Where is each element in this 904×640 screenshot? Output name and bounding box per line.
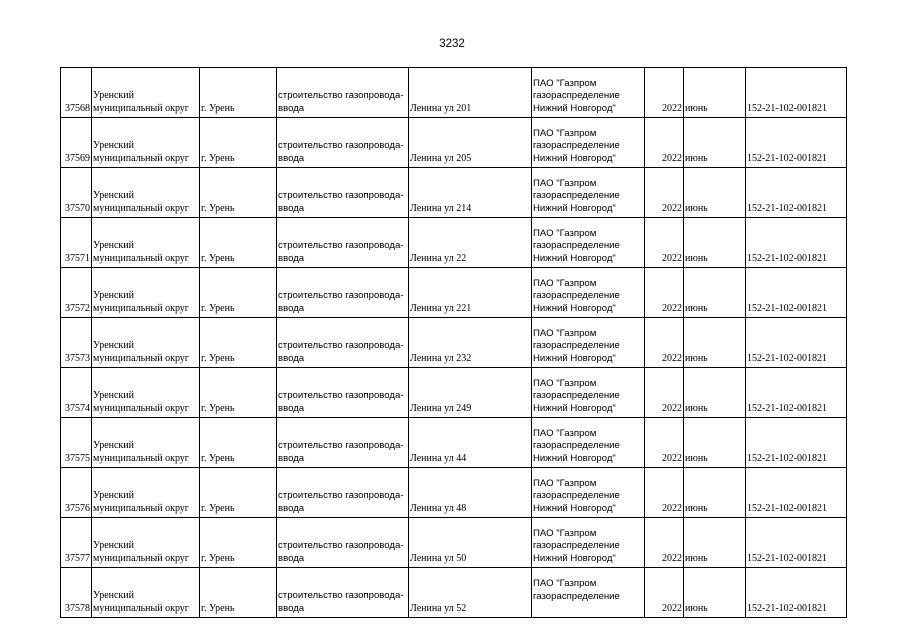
- organization-cell: [532, 368, 645, 418]
- month-cell: июнь: [684, 518, 746, 568]
- district-cell: [92, 418, 200, 468]
- table-row: [61, 118, 847, 168]
- month-cell: июнь: [684, 218, 746, 268]
- work-type-cell: [277, 168, 409, 218]
- year-cell: 2022: [645, 268, 684, 318]
- code-cell: 152-21-102-001821: [746, 168, 847, 218]
- year-cell: 2022: [645, 518, 684, 568]
- row-number-cell: 37573: [61, 318, 92, 368]
- row-number-cell: 37569: [61, 118, 92, 168]
- district-cell: [92, 518, 200, 568]
- work-type-line: строительство газопровода-: [278, 240, 404, 251]
- organization-cell: [532, 468, 645, 518]
- year-cell: 2022: [645, 68, 684, 118]
- code-cell: 152-21-102-001821: [746, 318, 847, 368]
- organization-cell: [532, 318, 645, 368]
- organization-line: Нижний Новгород": [533, 252, 616, 264]
- address-cell: Ленина ул 205: [409, 118, 532, 168]
- district-cell: [92, 568, 200, 618]
- district-line: Уренский: [93, 390, 134, 401]
- year-cell: 2022: [645, 568, 684, 618]
- district-line: муниципальный округ: [93, 602, 189, 614]
- organization-line: газораспределение: [533, 190, 620, 201]
- row-number-cell: 37574: [61, 368, 92, 418]
- gasification-table: [60, 67, 847, 618]
- district-line: Уренский: [93, 340, 134, 351]
- district-line: Уренский: [93, 540, 134, 551]
- row-number-cell: 37572: [61, 268, 92, 318]
- district-cell: [92, 118, 200, 168]
- district-line: муниципальный округ: [93, 502, 189, 514]
- month-cell: июнь: [684, 318, 746, 368]
- organization-cell: [532, 118, 645, 168]
- organization-line: Нижний Новгород": [533, 552, 616, 564]
- district-line: муниципальный округ: [93, 202, 189, 214]
- work-type-line: ввода: [278, 202, 305, 214]
- row-number-cell: 37578: [61, 568, 92, 618]
- work-type-cell: [277, 68, 409, 118]
- organization-line: ПАО "Газпром: [533, 377, 597, 389]
- work-type-cell: [277, 118, 409, 168]
- organization-line: Нижний Новгород": [533, 302, 616, 314]
- address-cell: Ленина ул 52: [409, 568, 532, 618]
- work-type-line: строительство газопровода-: [278, 190, 404, 201]
- work-type-line: строительство газопровода-: [278, 540, 404, 551]
- code-cell: 152-21-102-001821: [746, 68, 847, 118]
- district-line: Уренский: [93, 590, 134, 601]
- organization-line: газораспределение: [533, 590, 620, 602]
- district-line: муниципальный округ: [93, 402, 189, 414]
- city-cell: г. Урень: [200, 118, 277, 168]
- row-number-cell: 37575: [61, 418, 92, 468]
- work-type-cell: [277, 568, 409, 618]
- work-type-line: строительство газопровода-: [278, 90, 404, 101]
- work-type-cell: [277, 218, 409, 268]
- month-cell: июнь: [684, 68, 746, 118]
- address-cell: Ленина ул 50: [409, 518, 532, 568]
- city-cell: г. Урень: [200, 268, 277, 318]
- organization-cell: [532, 68, 645, 118]
- work-type-line: строительство газопровода-: [278, 490, 404, 501]
- code-cell: 152-21-102-001821: [746, 468, 847, 518]
- organization-line: ПАО "Газпром: [533, 427, 597, 439]
- district-cell: [92, 268, 200, 318]
- row-number-cell: 37576: [61, 468, 92, 518]
- district-cell: [92, 168, 200, 218]
- month-cell: июнь: [684, 568, 746, 618]
- table-row: [61, 168, 847, 218]
- organization-cell: [532, 418, 645, 468]
- district-line: муниципальный округ: [93, 302, 189, 314]
- organization-line: Нижний Новгород": [533, 452, 616, 464]
- table-row: [61, 468, 847, 518]
- year-cell: 2022: [645, 218, 684, 268]
- district-cell: [92, 318, 200, 368]
- organization-cell: [532, 268, 645, 318]
- organization-line: ПАО "Газпром: [533, 177, 597, 189]
- city-cell: г. Урень: [200, 218, 277, 268]
- work-type-line: ввода: [278, 302, 305, 314]
- table-row: [61, 318, 847, 368]
- organization-line: Нижний Новгород": [533, 202, 616, 214]
- organization-line: ПАО "Газпром: [533, 227, 597, 239]
- district-line: Уренский: [93, 440, 134, 451]
- organization-cell: [532, 218, 645, 268]
- year-cell: 2022: [645, 168, 684, 218]
- district-line: Уренский: [93, 140, 134, 151]
- organization-line: Нижний Новгород": [533, 352, 616, 364]
- year-cell: 2022: [645, 468, 684, 518]
- organization-line: ПАО "Газпром: [533, 578, 597, 589]
- address-cell: Ленина ул 232: [409, 318, 532, 368]
- address-cell: Ленина ул 201: [409, 68, 532, 118]
- work-type-cell: [277, 418, 409, 468]
- work-type-cell: [277, 268, 409, 318]
- organization-line: газораспределение: [533, 140, 620, 151]
- work-type-line: ввода: [278, 252, 305, 264]
- organization-line: газораспределение: [533, 240, 620, 251]
- district-cell: [92, 368, 200, 418]
- city-cell: г. Урень: [200, 418, 277, 468]
- organization-line: Нижний Новгород": [533, 402, 616, 414]
- organization-line: ПАО "Газпром: [533, 127, 597, 139]
- district-line: Уренский: [93, 290, 134, 301]
- organization-line: газораспределение: [533, 390, 620, 401]
- organization-line: газораспределение: [533, 490, 620, 501]
- district-cell: [92, 468, 200, 518]
- city-cell: г. Урень: [200, 68, 277, 118]
- city-cell: г. Урень: [200, 168, 277, 218]
- work-type-cell: [277, 368, 409, 418]
- work-type-cell: [277, 518, 409, 568]
- table-body: [61, 68, 847, 618]
- organization-line: ПАО "Газпром: [533, 327, 597, 339]
- month-cell: июнь: [684, 368, 746, 418]
- work-type-line: ввода: [278, 402, 305, 414]
- organization-line: газораспределение: [533, 540, 620, 551]
- work-type-line: строительство газопровода-: [278, 390, 404, 401]
- organization-line: газораспределение: [533, 290, 620, 301]
- table-row: [61, 218, 847, 268]
- row-number-cell: 37570: [61, 168, 92, 218]
- code-cell: 152-21-102-001821: [746, 218, 847, 268]
- code-cell: 152-21-102-001821: [746, 568, 847, 618]
- month-cell: июнь: [684, 468, 746, 518]
- address-cell: Ленина ул 214: [409, 168, 532, 218]
- organization-cell: [532, 568, 645, 618]
- organization-line: Нижний Новгород": [533, 502, 616, 514]
- month-cell: июнь: [684, 118, 746, 168]
- work-type-cell: [277, 318, 409, 368]
- code-cell: 152-21-102-001821: [746, 368, 847, 418]
- city-cell: г. Урень: [200, 468, 277, 518]
- work-type-line: ввода: [278, 102, 305, 114]
- work-type-line: ввода: [278, 602, 305, 614]
- district-line: муниципальный округ: [93, 352, 189, 364]
- city-cell: г. Урень: [200, 568, 277, 618]
- table-row: [61, 568, 847, 618]
- district-line: муниципальный округ: [93, 152, 189, 164]
- year-cell: 2022: [645, 118, 684, 168]
- code-cell: 152-21-102-001821: [746, 518, 847, 568]
- work-type-line: ввода: [278, 452, 305, 464]
- table-row: [61, 268, 847, 318]
- month-cell: июнь: [684, 168, 746, 218]
- code-cell: 152-21-102-001821: [746, 418, 847, 468]
- year-cell: 2022: [645, 368, 684, 418]
- row-number-cell: 37571: [61, 218, 92, 268]
- month-cell: июнь: [684, 268, 746, 318]
- page-number: 3232: [439, 38, 465, 50]
- code-cell: 152-21-102-001821: [746, 118, 847, 168]
- month-cell: июнь: [684, 418, 746, 468]
- work-type-line: строительство газопровода-: [278, 340, 404, 351]
- organization-cell: [532, 168, 645, 218]
- organization-line: ПАО "Газпром: [533, 527, 597, 539]
- work-type-line: ввода: [278, 552, 305, 564]
- organization-line: ПАО "Газпром: [533, 77, 597, 89]
- district-line: муниципальный округ: [93, 452, 189, 464]
- organization-line: Нижний Новгород": [533, 152, 616, 164]
- district-line: Уренский: [93, 240, 134, 251]
- work-type-line: ввода: [278, 502, 305, 514]
- row-number-cell: 37577: [61, 518, 92, 568]
- row-number-cell: 37568: [61, 68, 92, 118]
- work-type-line: строительство газопровода-: [278, 440, 404, 451]
- work-type-line: строительство газопровода-: [278, 590, 404, 601]
- table-row: [61, 418, 847, 468]
- address-cell: Ленина ул 249: [409, 368, 532, 418]
- organization-line: ПАО "Газпром: [533, 277, 597, 289]
- address-cell: Ленина ул 22: [409, 218, 532, 268]
- organization-line: ПАО "Газпром: [533, 477, 597, 489]
- organization-line: газораспределение: [533, 340, 620, 351]
- organization-cell: [532, 518, 645, 568]
- work-type-line: строительство газопровода-: [278, 140, 404, 151]
- city-cell: г. Урень: [200, 518, 277, 568]
- table-row: [61, 368, 847, 418]
- district-cell: [92, 68, 200, 118]
- work-type-line: ввода: [278, 152, 305, 164]
- district-line: Уренский: [93, 190, 134, 201]
- address-cell: Ленина ул 221: [409, 268, 532, 318]
- table-row: [61, 68, 847, 118]
- city-cell: г. Урень: [200, 318, 277, 368]
- work-type-cell: [277, 468, 409, 518]
- work-type-line: ввода: [278, 352, 305, 364]
- year-cell: 2022: [645, 318, 684, 368]
- organization-line: газораспределение: [533, 440, 620, 451]
- work-type-line: строительство газопровода-: [278, 290, 404, 301]
- table-row: [61, 518, 847, 568]
- district-line: муниципальный округ: [93, 552, 189, 564]
- code-cell: 152-21-102-001821: [746, 268, 847, 318]
- year-cell: 2022: [645, 418, 684, 468]
- district-line: Уренский: [93, 490, 134, 501]
- city-cell: г. Урень: [200, 368, 277, 418]
- district-cell: [92, 218, 200, 268]
- address-cell: Ленина ул 44: [409, 418, 532, 468]
- district-line: Уренский: [93, 90, 134, 101]
- organization-line: Нижний Новгород": [533, 102, 616, 114]
- address-cell: Ленина ул 48: [409, 468, 532, 518]
- district-line: муниципальный округ: [93, 102, 189, 114]
- district-line: муниципальный округ: [93, 252, 189, 264]
- organization-line: газораспределение: [533, 90, 620, 101]
